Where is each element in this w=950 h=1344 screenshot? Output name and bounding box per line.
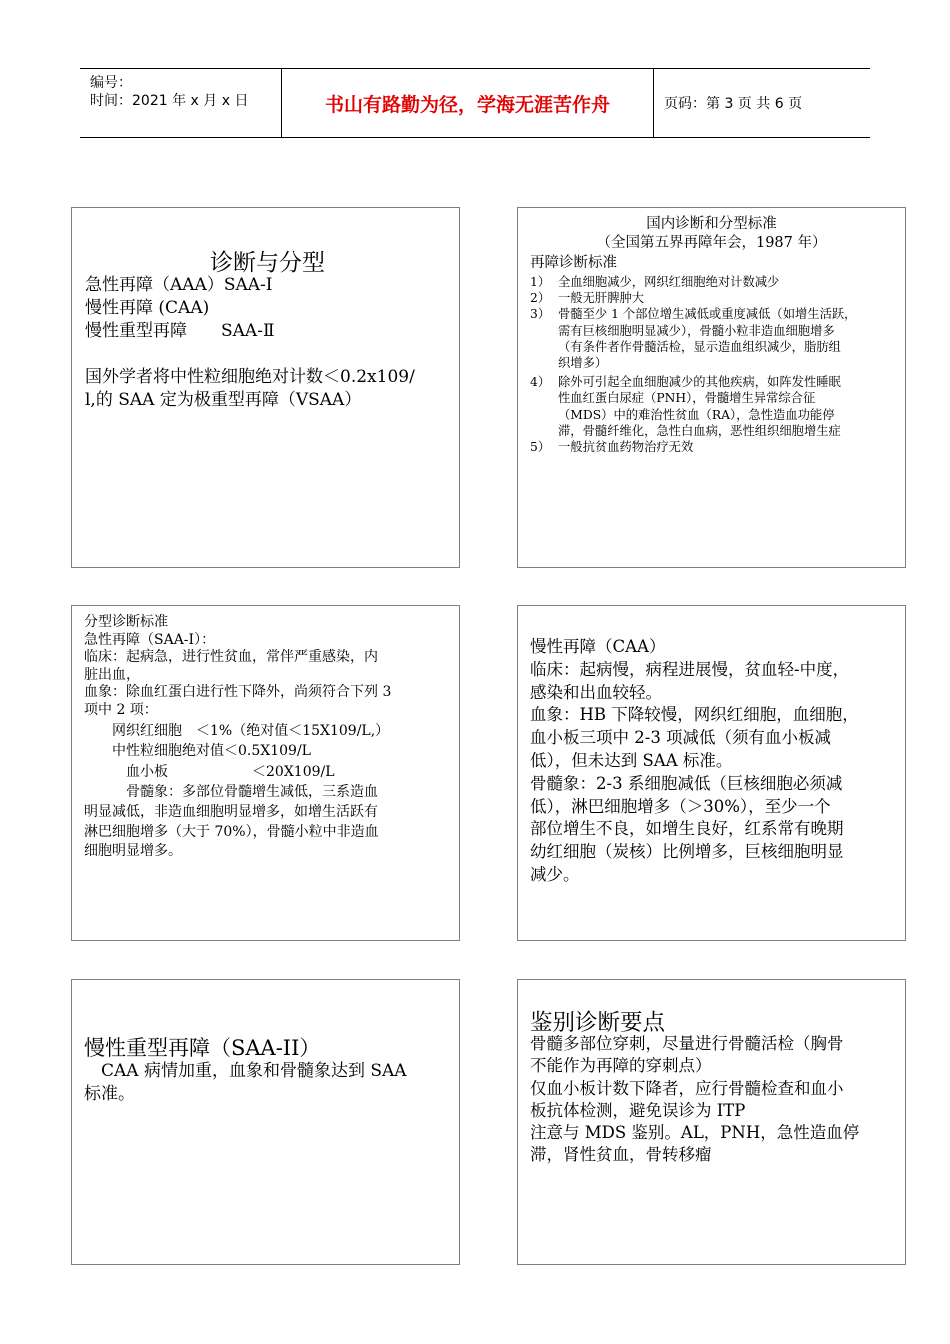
list-item-text: 需有巨核细胞明显减少），骨髓小粒非造血细胞增多 [558,323,835,338]
slide-line: 急性再障（SAA-I）： [84,631,216,648]
criteria-heading: 再障诊断标准 [530,255,617,271]
slide-line: 淋巴细胞增多（大于 70%），骨髓小粒中非造血 [84,823,379,840]
slide-line: 低），但未达到 SAA 标准。 [530,750,733,770]
slide-line: 低），淋巴细胞增多（＞30%），至少一个 [530,796,831,816]
list-item-text: 性血红蛋白尿症（PNH），骨髓增生异常综合征 [558,391,816,406]
slide-body [530,1033,859,1167]
slide-domestic-criteria [517,207,906,568]
list-item-number: 1） [530,275,551,289]
slide-line: 网织红细胞 ＜1%（绝对值＜15X109/L,） [84,722,390,739]
slide-body [530,636,859,887]
slide-line: 中性粒细胞绝对值＜0.5X109/L [84,743,311,760]
slide-line: 感染和出血较轻。 [530,682,662,702]
list-item-number: 4） [530,375,551,390]
slide-title: 慢性重型再障（SAA-II） [84,1036,321,1060]
slide-line: 不能作为再障的穿刺点） [530,1056,712,1076]
slide-line: 血象：除血红蛋白进行性下降外，尚须符合下列 3 [84,684,392,701]
list-item-number: 2） [530,291,551,306]
slide-line: 骨髓象：多部位骨髓增生减低，三系造血 [84,784,378,801]
slide-line: l,的 SAA 定为极重型再障（VSAA） [85,390,362,410]
slide-line: 部位增生不良，如增生良好，红系常有晚期 [530,819,844,839]
slide-line: 国外学者将中性粒细胞绝对计数＜0.2x109/ [85,367,415,387]
list-item-text: 滞，骨髓纤维化，急性白血病，恶性组织细胞增生症 [558,423,841,438]
list-item-text: 织增多） [558,356,608,371]
slide-line: 注意与 MDS 鉴别。AL，PNH，急性造血停 [530,1123,860,1143]
slide-title: 诊断与分型 [210,250,325,276]
list-item [530,439,856,455]
list-item [530,290,856,306]
slide-line: 血象：HB 下降较慢，网织红细胞，血细胞， [530,705,859,725]
slide-differential-diagnosis [517,979,906,1265]
slide-line: 血小板 ＜20X109/L [84,763,335,780]
header-motto: 书山有路勤为径，学海无涯苦作舟 [282,69,654,137]
slide-line: 急性再障（AAA）SAA-I [85,275,273,295]
slide-title: 鉴别诊断要点 [530,1010,666,1036]
slide-classification-criteria [71,605,460,941]
slide-line: 脏出血， [84,666,140,683]
slide-line: 分型诊断标准 [84,614,168,630]
slide-line: 细胞明显增多。 [84,843,182,860]
document-header [80,68,870,138]
list-item-text: （有条件者作骨髓活检，显示造血组织减少，脂肪组 [558,339,841,354]
slide-line: 项中 2 项： [84,701,158,718]
slide-line: 临床：起病慢，病程进展慢，贫血轻-中度， [530,659,850,679]
slide-line: 仅血小板计数下降者，应行骨髓检查和血小 [530,1078,844,1098]
doc-date-label: 时间：2021 年 x 月 x 日 [90,93,249,109]
list-item-text: 一般抗贫血药物治疗无效 [558,440,694,455]
slide-line: 减少。 [530,864,580,884]
slide-line: CAA 病情加重，血象和骨髓象达到 SAA [84,1061,407,1081]
slide-line: 骨髓多部位穿刺，尽量进行骨髓活检（胸骨 [530,1034,844,1053]
list-item-text: （MDS）中的难治性贫血（RA），急性造血功能停 [558,407,835,422]
list-item [530,374,856,439]
list-item-number: 5） [530,440,551,455]
slide-diagnosis-classification [71,207,460,568]
criteria-list [530,274,857,455]
list-item [530,274,856,290]
slide-line: 板抗体检测，避免误诊为 ITP [530,1100,746,1120]
slide-subtitle: （全国第五界再障年会，1987 年） [596,235,827,251]
slide-line: 明显减低，非造血细胞明显增多，如增生活跃有 [84,803,378,820]
slide-title: 国内诊断和分型标准 [646,216,777,232]
slide-body [84,614,391,861]
slide-line: 幼红细胞（炭核）比例增多，巨核细胞明显 [530,842,844,862]
slide-chronic-severe-aplastic-anemia [71,979,460,1265]
header-meta [80,69,282,137]
list-item [530,306,857,371]
page-indicator: 页码：第 3 页 共 6 页 [664,96,803,112]
list-item-number: 3） [530,307,551,322]
slide-line: 标准。 [84,1084,135,1104]
slide-line: 骨髓象：2-3 系细胞减低（巨核细胞必须减 [530,773,843,793]
doc-number-label: 编号： [90,75,132,91]
list-item-text: 全血细胞减少，网织红细胞绝对计数减少 [558,275,780,289]
list-item-text: 骨髓至少 1 个部位增生减低或重度减低（如增生活跃， [558,307,857,322]
slide-line: 慢性再障（CAA） [530,637,666,656]
slide-line: 血小板三项中 2-3 项减低（须有血小板减 [530,728,832,748]
list-item-text: 除外可引起全血细胞减少的其他疾病，如阵发性睡眠 [558,375,841,390]
slide-line: 慢性再障 (CAA) [85,298,210,318]
slide-line: 临床：起病急，进行性贫血，常伴严重感染，内 [84,649,378,666]
slide-line: 慢性重型再障 SAA-Ⅱ [85,321,275,341]
slide-line: 滞，肾性贫血，骨转移瘤 [530,1145,712,1165]
list-item-text: 一般无肝脾肿大 [558,291,645,306]
slide-chronic-aplastic-anemia [517,605,906,941]
